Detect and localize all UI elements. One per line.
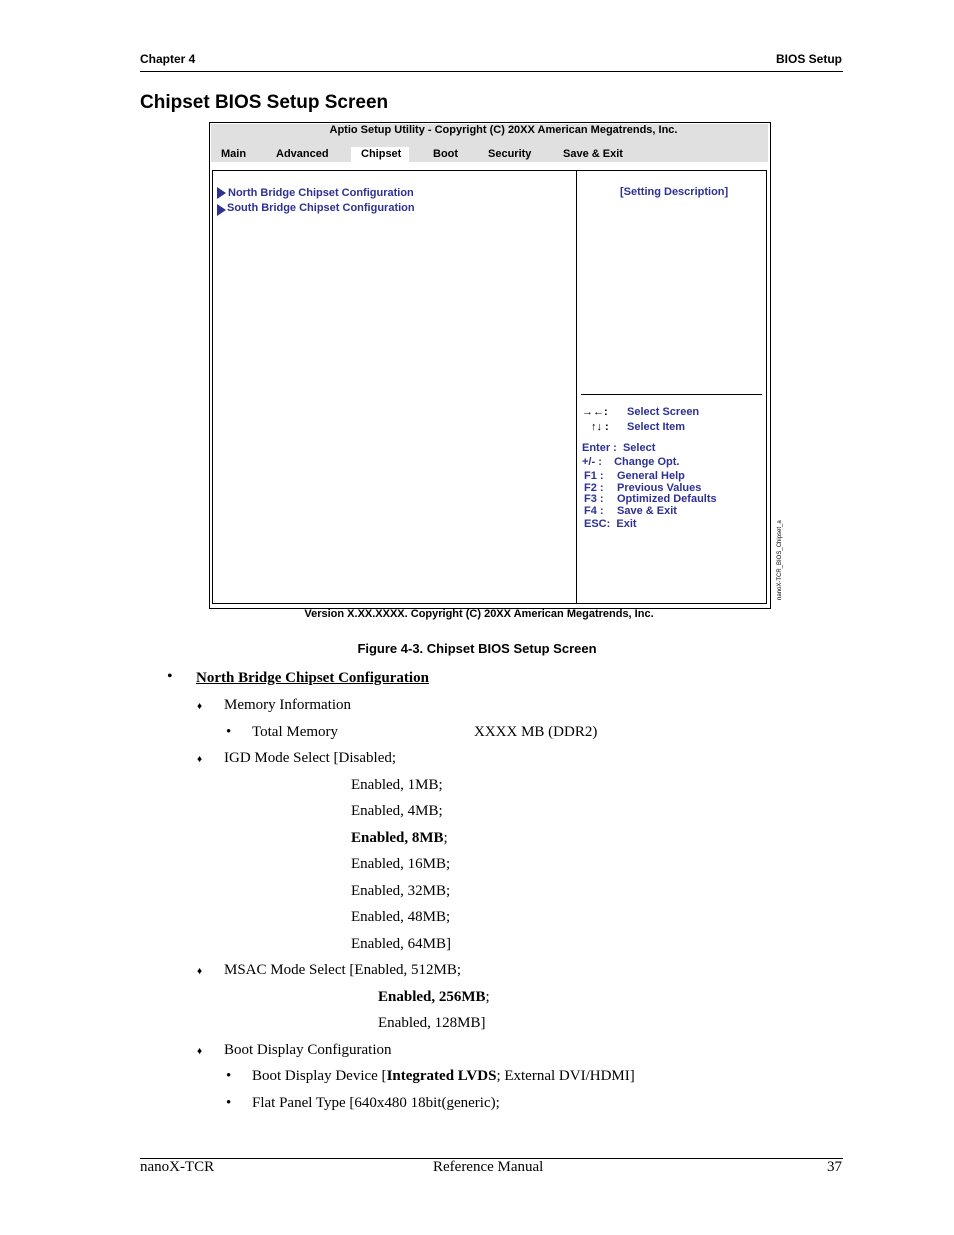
bios-left-panel <box>212 170 577 604</box>
diamond-bullet: ♦ <box>197 754 203 765</box>
up-down-arrows-icon: ↑↓ : <box>591 421 609 433</box>
help-f3-key: F3 : <box>584 493 604 505</box>
sub-bullet: • <box>226 1068 232 1084</box>
diamond-bullet: ♦ <box>197 701 203 712</box>
boot-display-default: Integrated LVDS <box>386 1068 497 1084</box>
igd-option: Enabled, 4MB; <box>351 803 443 819</box>
help-select-screen: Select Screen <box>627 406 700 418</box>
help-f1-key: F1 : <box>584 470 604 482</box>
igd-option-default <box>351 830 448 847</box>
north-bridge-heading: North Bridge Chipset Configuration <box>196 670 429 686</box>
left-right-arrows-icon: →←: <box>582 406 608 418</box>
msac-mode-select: MSAC Mode Select [Enabled, 512MB; <box>224 962 462 978</box>
help-f1: General Help <box>617 470 685 482</box>
footer-doc-title: Reference Manual <box>433 1159 544 1175</box>
page-number: 37 <box>827 1159 842 1175</box>
msac-option: Enabled, 128MB] <box>378 1015 486 1031</box>
figure-side-label: nanoX-TCR_BIOS_Chipset_a <box>777 520 783 600</box>
footer-product: nanoX-TCR <box>140 1159 215 1175</box>
help-esc: ESC: Exit <box>584 518 637 530</box>
total-memory-label: Total Memory <box>252 724 339 740</box>
chapter-label: Chapter 4 <box>140 52 196 66</box>
setting-description: [Setting Description] <box>620 186 729 198</box>
south-bridge-menu-item[interactable]: South Bridge Chipset Configuration <box>227 202 415 214</box>
boot-display-device <box>252 1068 635 1085</box>
section-label: BIOS Setup <box>775 52 842 66</box>
tab-boot[interactable]: Boot <box>433 148 459 160</box>
diamond-bullet: ♦ <box>197 1046 203 1057</box>
igd-option: Enabled, 1MB; <box>351 777 443 793</box>
bullet: • <box>167 668 173 685</box>
flat-panel-type: Flat Panel Type [640x480 18bit(generic); <box>252 1095 500 1111</box>
bios-footer: Version X.XX.XXXX. Copyright (C) 20XX American Megatrends, Inc. <box>304 608 654 620</box>
msac-option-default <box>378 989 490 1006</box>
help-f4-key: F4 : <box>584 505 604 517</box>
igd-default-value: Enabled, 8MB <box>351 830 444 846</box>
msac-default-value: Enabled, 256MB <box>378 989 486 1005</box>
memory-information: Memory Information <box>224 697 352 713</box>
bios-right-panel <box>576 170 767 604</box>
tab-security[interactable]: Security <box>488 148 532 160</box>
north-bridge-menu-item[interactable]: North Bridge Chipset Configuration <box>228 187 414 199</box>
igd-option: Enabled, 16MB; <box>351 856 451 872</box>
figure-caption: Figure 4-3. Chipset BIOS Setup Screen <box>357 641 597 656</box>
help-change-opt: +/- : Change Opt. <box>582 456 680 468</box>
boot-display-prefix: Boot Display Device [ <box>252 1068 387 1084</box>
boot-display-configuration: Boot Display Configuration <box>224 1042 392 1058</box>
help-f3: Optimized Defaults <box>617 493 717 505</box>
submenu-arrow-icon <box>217 187 226 199</box>
igd-option: Enabled, 64MB] <box>351 936 451 952</box>
sub-bullet: • <box>226 1095 232 1111</box>
boot-display-suffix: ; External DVI/HDMI] <box>496 1068 635 1084</box>
help-divider <box>581 394 762 395</box>
diamond-bullet: ♦ <box>197 966 203 977</box>
page-title: Chipset BIOS Setup Screen <box>140 92 389 113</box>
sub-bullet: • <box>226 724 232 740</box>
tab-chipset[interactable]: Chipset <box>361 148 402 160</box>
header-rule <box>140 71 843 72</box>
igd-mode-select: IGD Mode Select [Disabled; <box>224 750 397 766</box>
help-enter: Enter : Select <box>582 442 656 454</box>
help-f2-key: F2 : <box>584 482 604 494</box>
total-memory-value: XXXX MB (DDR2) <box>474 724 598 740</box>
separator: ; <box>485 989 490 1005</box>
submenu-arrow-icon <box>217 204 226 216</box>
separator: ; <box>443 830 448 846</box>
igd-option: Enabled, 32MB; <box>351 883 451 899</box>
igd-option: Enabled, 48MB; <box>351 909 451 925</box>
tab-save-exit[interactable]: Save & Exit <box>563 148 623 160</box>
bios-title: Aptio Setup Utility - Copyright (C) 20XX American Megatrends, Inc. <box>329 124 678 136</box>
help-f4: Save & Exit <box>617 505 677 517</box>
help-select-item: Select Item <box>627 421 686 433</box>
tab-advanced[interactable]: Advanced <box>276 148 329 160</box>
help-f2: Previous Values <box>617 482 702 494</box>
tab-main[interactable]: Main <box>221 148 247 160</box>
